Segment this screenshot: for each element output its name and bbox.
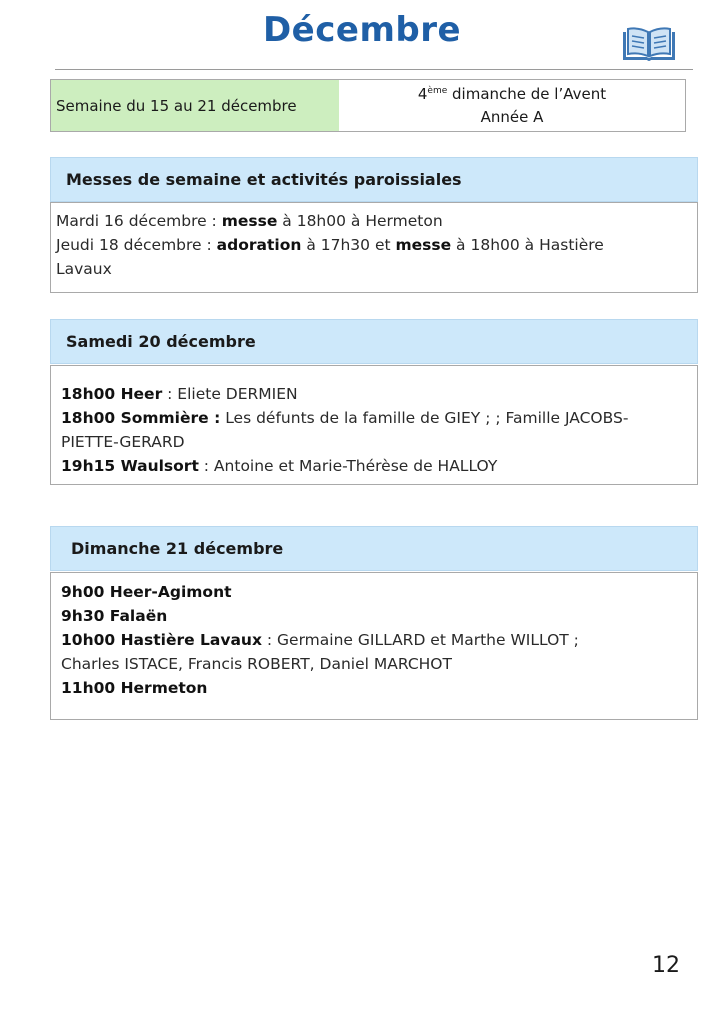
mass-intention-line: 18h00 Sommière : Les défunts de la famille de GIEY ; ; Famille JACOBS-: [61, 409, 629, 427]
title-divider: [55, 69, 693, 70]
mass-intention-line: Charles ISTACE, Francis ROBERT, Daniel MARCHOT: [61, 655, 452, 673]
mass-intention-line: 11h00 Hermeton: [61, 679, 208, 697]
section-body-saturday: [50, 365, 698, 485]
section-header-sunday: Dimanche 21 décembre: [50, 526, 698, 571]
sunday-title: [418, 83, 606, 106]
mass-intention-line: 10h00 Hastière Lavaux : Germaine GILLARD et Marthe WILLOT ;: [61, 631, 579, 649]
mass-intention-line: PIETTE-GERARD: [61, 433, 185, 451]
section-body-weekday-masses: [50, 202, 698, 293]
schedule-line: Jeudi 18 décembre : adoration à 17h30 et messe à 18h00 à Hastière: [56, 236, 604, 254]
week-label: Semaine du 15 au 21 décembre: [51, 80, 339, 131]
schedule-line: Lavaux: [56, 260, 112, 278]
schedule-line: Mardi 16 décembre : messe à 18h00 à Hermeton: [56, 212, 443, 230]
mass-intention-line: 18h00 Heer : Eliete DERMIEN: [61, 385, 298, 403]
section-body-sunday: [50, 572, 698, 720]
mass-intention-line: 9h30 Falaën: [61, 607, 168, 625]
section-header-weekday-masses: Messes de semaine et activités paroissiales: [50, 157, 698, 202]
mass-intention-line: 9h00 Heer-Agimont: [61, 583, 232, 601]
sunday-number: 4: [417, 84, 428, 103]
liturgical-info: [339, 80, 685, 131]
mass-intention-line: 19h15 Waulsort : Antoine et Marie-Thérèse de HALLOY: [61, 457, 498, 475]
page-title: Décembre: [262, 10, 462, 50]
liturgical-year: Année A: [480, 107, 544, 126]
week-info-box: [50, 79, 686, 132]
sunday-ordinal: ème: [427, 85, 448, 96]
book-icon: [620, 26, 678, 66]
section-header-saturday: Samedi 20 décembre: [50, 319, 698, 364]
page-number: 12: [652, 953, 680, 978]
sunday-label: dimanche de l’Avent: [447, 84, 607, 103]
